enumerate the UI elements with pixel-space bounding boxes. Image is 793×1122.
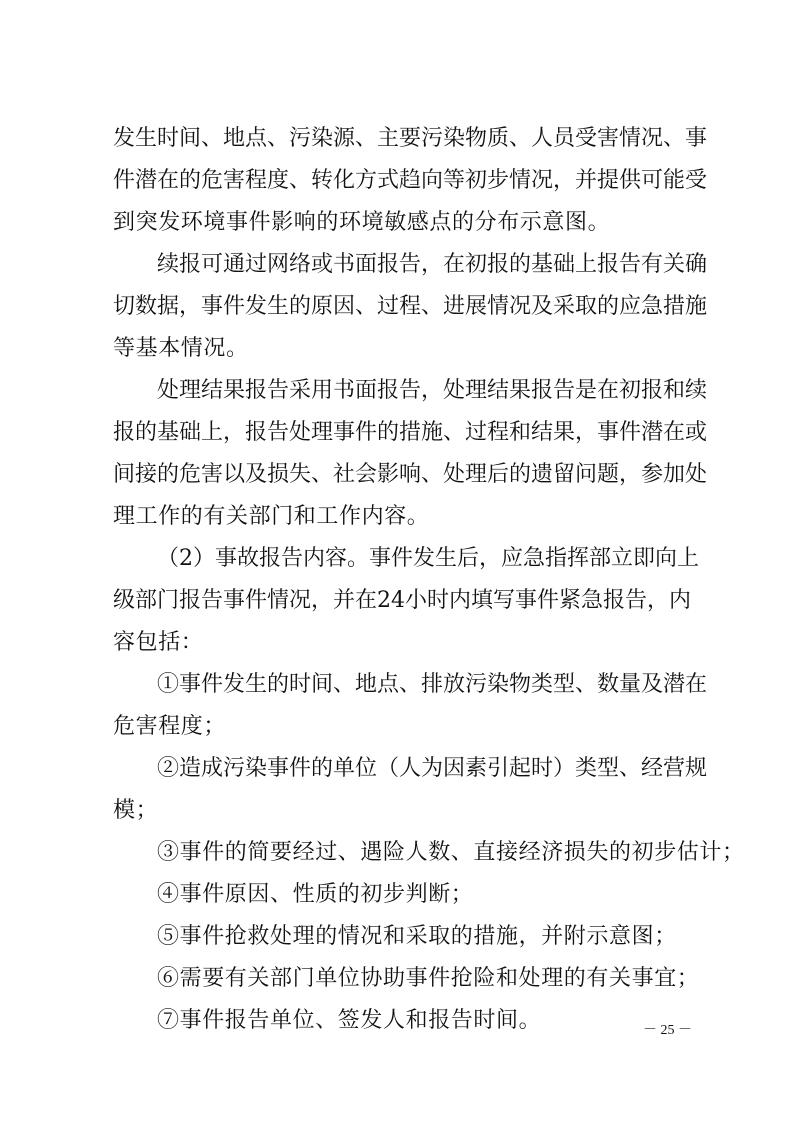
paragraph-first-line: （2）事故报告内容。事件发生后，应急指挥部立即向上	[157, 546, 699, 571]
body-text-line: 容包括：	[113, 630, 204, 655]
body-text-line: 件潜在的危害程度、转化方式趋向等初步情况，并提供可能受	[113, 168, 708, 193]
body-text-line: 切数据，事件发生的原因、过程、进展情况及采取的应急措施	[113, 294, 708, 319]
list-item-line: ⑤事件抢救处理的情况和采取的措施，并附示意图；	[157, 924, 677, 949]
list-item-line: 危害程度；	[113, 714, 227, 739]
list-item-line: ⑥需要有关部门单位协助事件抢险和处理的有关事宜；	[157, 966, 700, 991]
list-item-line: ②造成污染事件的单位（人为因素引起时）类型、经营规	[157, 756, 708, 781]
list-item-line: ④事件原因、性质的初步判断；	[157, 882, 474, 907]
body-text-line: 级部门报告事件情况，并在24小时内填写事件紧急报告，内	[113, 588, 691, 613]
paragraph-first-line: 处理结果报告采用书面报告，处理结果报告是在初报和续	[157, 378, 708, 403]
body-text-line: 发生时间、地点、污染源、主要污染物质、人员受害情况、事	[113, 126, 708, 151]
body-text-line: 报的基础上，报告处理事件的措施、过程和结果，事件潜在或	[113, 420, 708, 445]
body-text-line: 理工作的有关部门和工作内容。	[113, 504, 430, 529]
paragraph-first-line: 续报可通过网络或书面报告，在初报的基础上报告有关确	[157, 252, 708, 277]
list-item-line: 模；	[113, 798, 159, 823]
list-item-line: ①事件发生的时间、地点、排放污染物类型、数量及潜在	[157, 672, 708, 697]
body-text-line: 等基本情况。	[113, 336, 249, 361]
body-text-line: 间接的危害以及损失、社会影响、处理后的遗留问题，参加处	[113, 462, 708, 487]
body-text-line: 到突发环境事件影响的环境敏感点的分布示意图。	[113, 210, 611, 235]
page-number: － 25 －	[643, 1023, 692, 1038]
list-item-line: ③事件的简要经过、遇险人数、直接经济损失的初步估计；	[157, 840, 745, 865]
list-item-line: ⑦事件报告单位、签发人和报告时间。	[157, 1008, 542, 1033]
